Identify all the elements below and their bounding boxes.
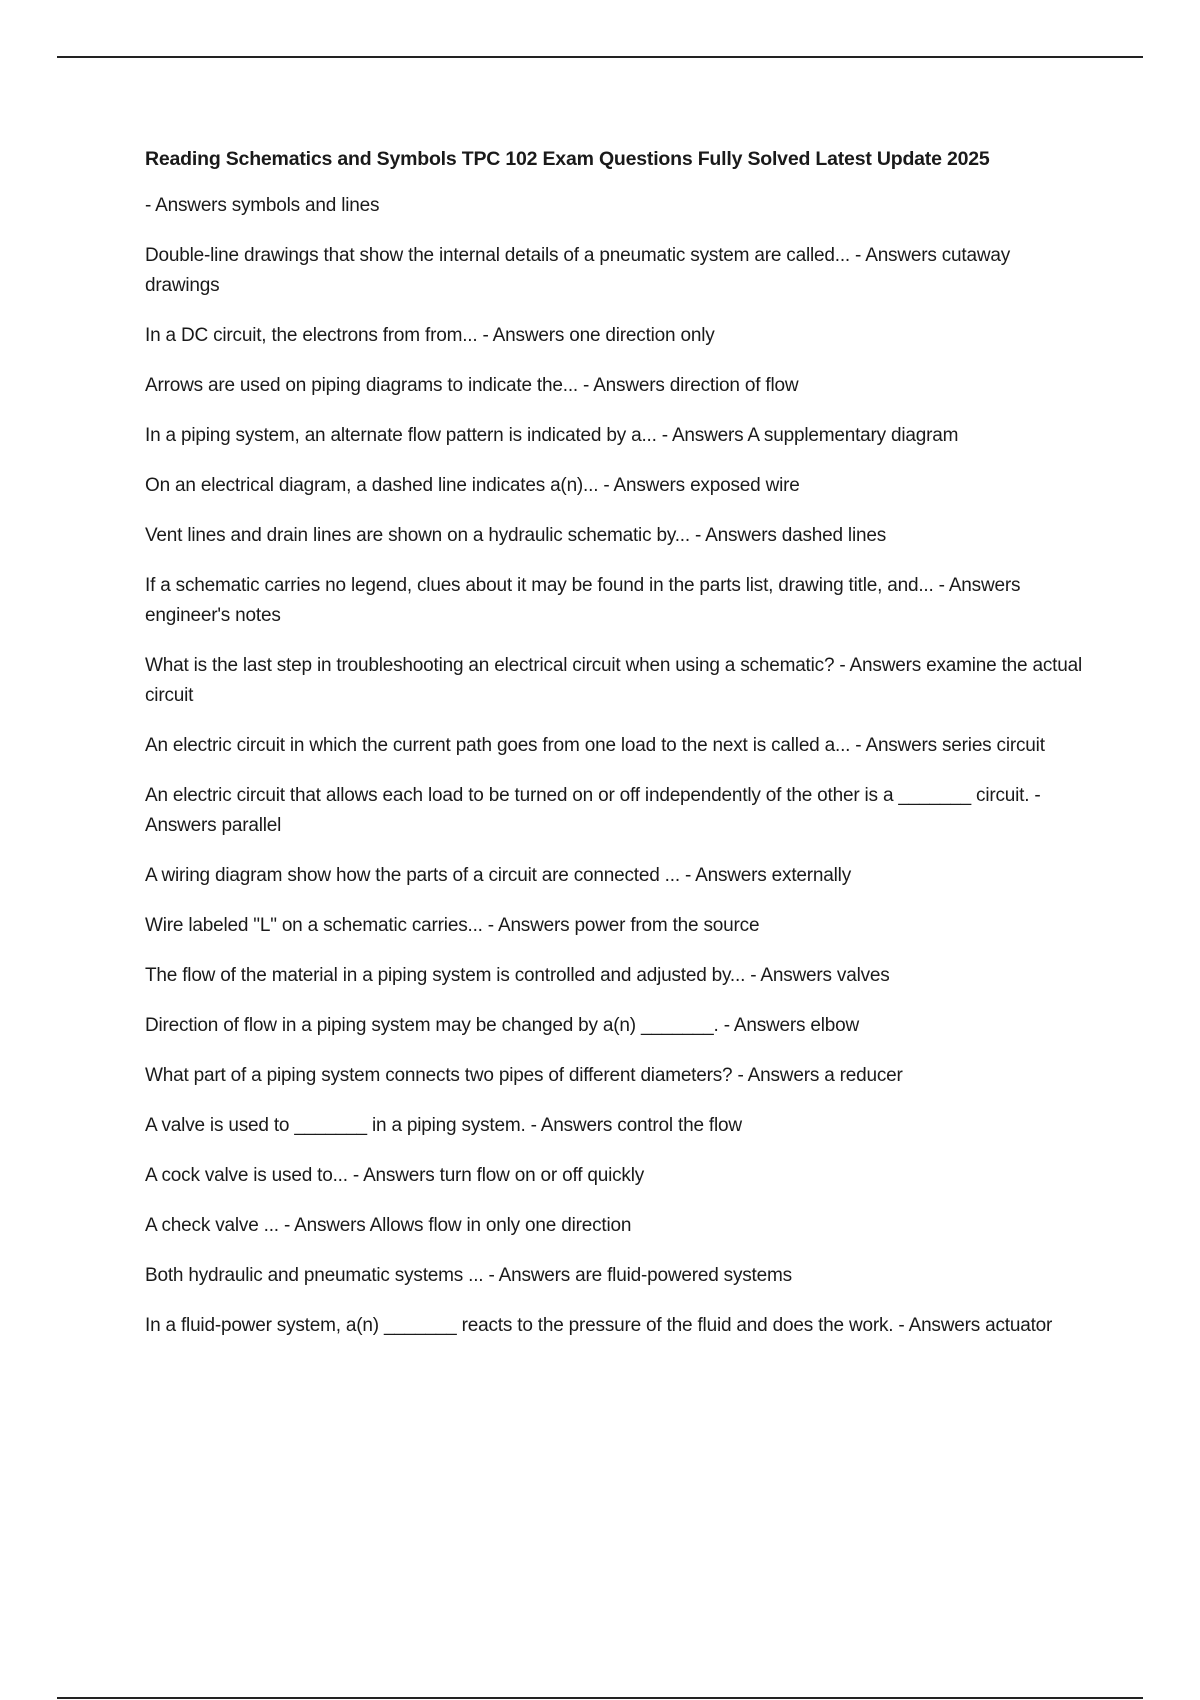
top-rule	[57, 56, 1143, 58]
qa-item: What part of a piping system connects two pipes of different diameters? - Answers a reducer	[145, 1065, 903, 1086]
qa-item: A check valve ... - Answers Allows flow in only one direction	[145, 1215, 632, 1236]
qa-item: In a fluid-power system, a(n) _______ reacts to the pressure of the fluid and does the work. - Answers actuator	[145, 1315, 1053, 1336]
qa-item: Both hydraulic and pneumatic systems ... - Answers are fluid-powered systems	[145, 1265, 792, 1286]
qa-item: In a DC circuit, the electrons from from... - Answers one direction only	[145, 325, 715, 346]
document-body	[145, 145, 1085, 1361]
qa-item: Arrows are used on piping diagrams to indicate the... - Answers direction of flow	[145, 375, 799, 396]
qa-item: If a schematic carries no legend, clues about it may be found in the parts list, drawing title, and... - Answers engineer's notes	[145, 575, 1021, 626]
qa-item: - Answers symbols and lines	[145, 195, 380, 216]
qa-item: A wiring diagram show how the parts of a circuit are connected ... - Answers externally	[145, 865, 851, 886]
qa-item: What is the last step in troubleshooting an electrical circuit when using a schematic? - Answers examine the actual circuit	[145, 655, 1082, 706]
bottom-rule	[57, 1697, 1143, 1699]
qa-item: The flow of the material in a piping system is controlled and adjusted by... - Answers valves	[145, 965, 890, 986]
document-title: Reading Schematics and Symbols TPC 102 Exam Questions Fully Solved Latest Update 2025	[145, 148, 990, 170]
qa-item: In a piping system, an alternate flow pattern is indicated by a... - Answers A supplementary diagram	[145, 425, 959, 446]
qa-item: Double-line drawings that show the internal details of a pneumatic system are called... - Answers cutaway drawings	[145, 245, 1011, 296]
qa-item: Wire labeled "L" on a schematic carries... - Answers power from the source	[145, 915, 760, 936]
qa-item: An electric circuit in which the current path goes from one load to the next is called a... - Answers series circuit	[145, 735, 1045, 756]
qa-item: A valve is used to _______ in a piping system. - Answers control the flow	[145, 1115, 742, 1136]
qa-item: Vent lines and drain lines are shown on a hydraulic schematic by... - Answers dashed lines	[145, 525, 887, 546]
qa-item: Direction of flow in a piping system may be changed by a(n) _______. - Answers elbow	[145, 1015, 860, 1036]
qa-item: On an electrical diagram, a dashed line indicates a(n)... - Answers exposed wire	[145, 475, 800, 496]
qa-item: An electric circuit that allows each load to be turned on or off independently of the other is a _______ circuit. - Answers parallel	[145, 785, 1041, 836]
qa-item: A cock valve is used to... - Answers turn flow on or off quickly	[145, 1165, 645, 1186]
